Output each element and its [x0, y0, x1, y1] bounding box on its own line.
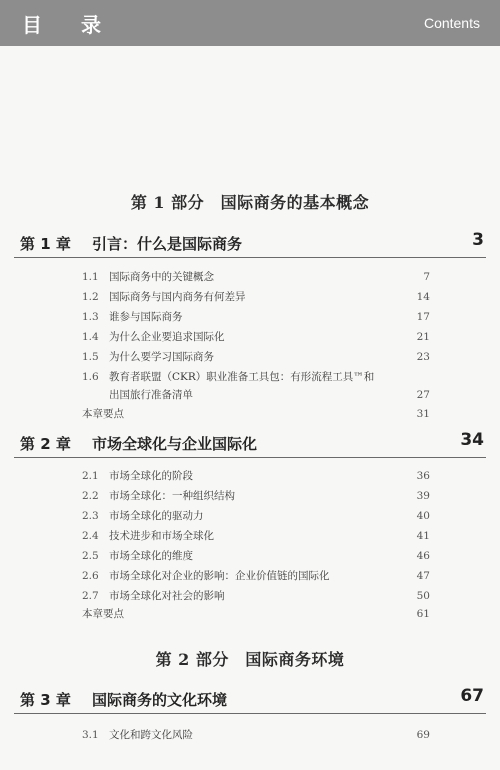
chapter-number: 第 2 章	[20, 435, 71, 453]
section-number: 3.1	[82, 729, 99, 741]
section-page: 47	[416, 570, 430, 582]
section-title: 国际商务中的关键概念	[109, 271, 214, 283]
section-number: 2.2	[82, 490, 99, 502]
part-1-heading: 第 1 部分 国际商务的基本概念	[130, 193, 370, 212]
chapter-page: 34	[460, 430, 484, 450]
toc-title: 目 录	[22, 13, 117, 37]
toc-header	[0, 0, 500, 46]
chapter-title: 国际商务的文化环境	[92, 691, 228, 709]
section-title: 谁参与国际商务	[109, 311, 183, 323]
section-title: 本章要点	[82, 608, 124, 620]
section-page: 39	[416, 490, 430, 502]
section-title: 市场全球化的阶段	[109, 470, 193, 482]
section-title: 为什么要学习国际商务	[109, 351, 214, 363]
section-page: 69	[416, 729, 430, 741]
chapter-title: 引言：什么是国际商务	[92, 235, 243, 253]
chapter-divider	[14, 257, 486, 258]
section-number: 2.3	[82, 510, 99, 522]
section-title: 技术进步和市场全球化	[109, 530, 214, 542]
section-title-continued: 出国旅行准备清单	[109, 389, 193, 401]
chapter-3-row[interactable]	[14, 686, 486, 714]
part-2-heading: 第 2 部分 国际商务环境	[155, 650, 345, 669]
section-page: 50	[416, 590, 430, 602]
section-number: 1.3	[82, 311, 99, 323]
section-page: 61	[416, 608, 430, 620]
section-page: 23	[416, 351, 430, 363]
section-number: 2.7	[82, 590, 99, 602]
chapter-divider	[14, 713, 486, 714]
section-title: 市场全球化的维度	[109, 550, 193, 562]
section-number: 2.5	[82, 550, 99, 562]
section-title: 市场全球化：一种组织结构	[109, 490, 235, 502]
chapter-1-row[interactable]	[14, 230, 486, 258]
toc-title-english: Contents	[423, 15, 480, 31]
section-page: 36	[416, 470, 430, 482]
chapter-page: 67	[460, 686, 484, 706]
section-title: 本章要点	[82, 408, 124, 420]
section-page: 40	[416, 510, 430, 522]
section-number: 2.4	[82, 530, 99, 542]
section-page: 31	[416, 408, 430, 420]
section-number: 2.6	[82, 570, 99, 582]
section-page: 27	[416, 389, 430, 401]
section-page: 14	[416, 291, 430, 303]
section-number: 2.1	[82, 470, 99, 482]
chapter-2-row[interactable]	[14, 430, 486, 458]
section-title: 为什么企业要追求国际化	[109, 331, 225, 343]
chapter-page: 3	[472, 230, 484, 250]
section-title: 市场全球化的驱动力	[109, 510, 204, 522]
section-number: 1.1	[82, 271, 99, 283]
section-title: 市场全球化对社会的影响	[109, 590, 225, 602]
section-page: 17	[416, 311, 430, 323]
section-page: 7	[423, 271, 430, 283]
section-title: 文化和跨文化风险	[109, 729, 193, 741]
section-number: 1.6	[82, 371, 99, 383]
section-number: 1.5	[82, 351, 99, 363]
section-title: 教育者联盟（CKR）职业准备工具包：有形流程工具™和	[109, 371, 375, 383]
chapter-divider	[14, 457, 486, 458]
chapter-number: 第 3 章	[20, 691, 71, 709]
chapter-title: 市场全球化与企业国际化	[92, 435, 258, 453]
section-page: 21	[416, 331, 430, 343]
section-number: 1.4	[82, 331, 99, 343]
section-title: 市场全球化对企业的影响：企业价值链的国际化	[109, 570, 330, 582]
chapter-number: 第 1 章	[20, 235, 71, 253]
section-page: 41	[416, 530, 430, 542]
section-number: 1.2	[82, 291, 99, 303]
section-page: 46	[416, 550, 430, 562]
section-title: 国际商务与国内商务有何差异	[109, 291, 246, 303]
